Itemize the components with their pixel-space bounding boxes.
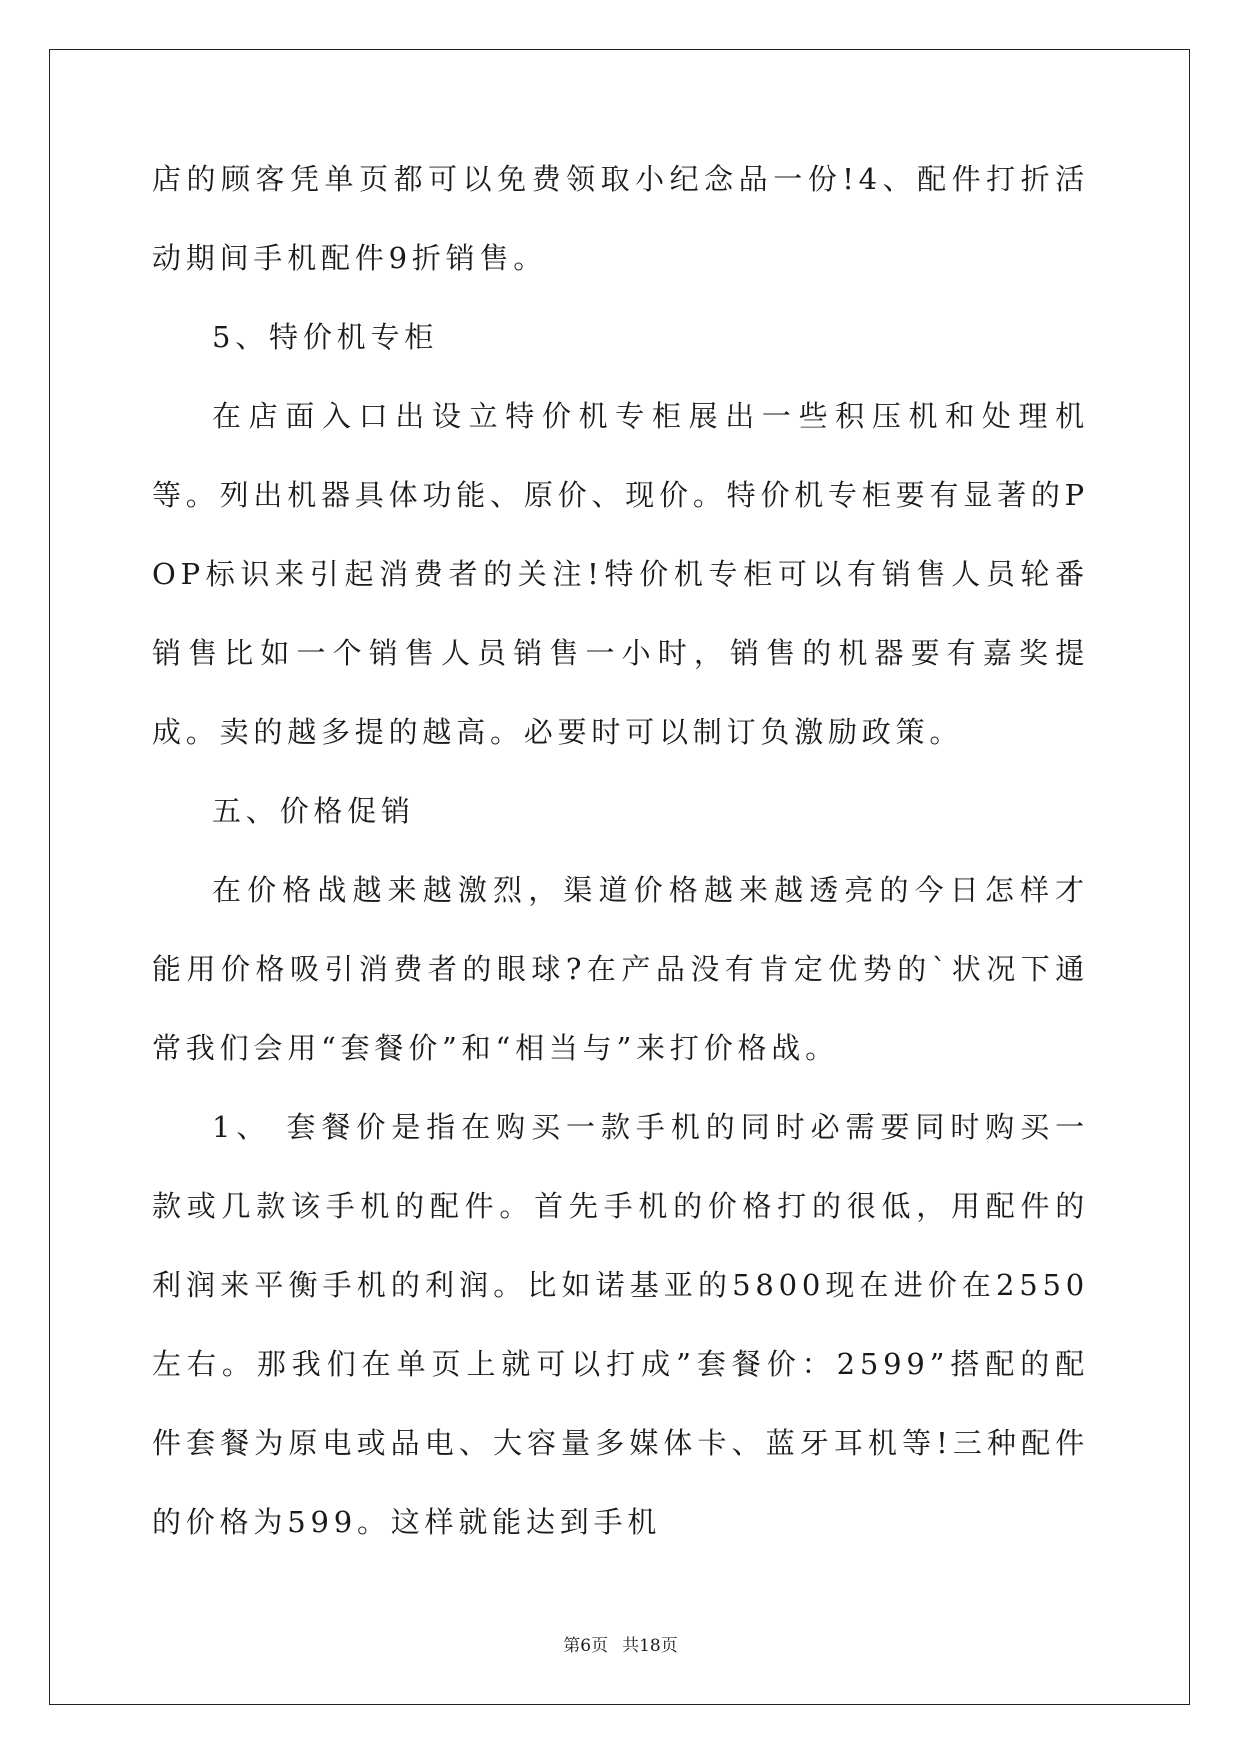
section-heading-special-price-counter: 5、特价机专柜	[212, 320, 439, 354]
paragraph-package-price: 1、 套餐价是指在购买一款手机的同时必需要同时购买一款或几款该手机的配件。首先手机的价格打的很低，用配件的利润来平衡手机的利润。比如诺基亚的5800现在进价在2550左右。那我们在单页上就可以打成”套餐价：2599”搭配的配件套餐为原电或品电、大容量多媒体卡、蓝牙耳机等!三种配件的价格为599。这样就能达到手机	[152, 1110, 1089, 1539]
paragraph-price-promotion: 在价格战越来越激烈，渠道价格越来越透亮的今日怎样才能用价格吸引消费者的眼球?在产品没有肯定优势的`状况下通常我们会用“套餐价”和“相当与”来打价格战。	[152, 873, 1089, 1065]
total-pages: 共18页	[622, 1636, 678, 1656]
document-body	[152, 140, 1089, 1562]
page-footer	[0, 1631, 1241, 1656]
paragraph-continuation: 店的顾客凭单页都可以免费领取小纪念品一份!4、配件打折活动期间手机配件9折销售。	[152, 162, 1089, 275]
page-number: 第6页	[563, 1636, 609, 1656]
paragraph-special-price-counter: 在店面入口出设立特价机专柜展出一些积压机和处理机等。列出机器具体功能、原价、现价。特价机专柜要有显著的POP标识来引起消费者的关注!特价机专柜可以有销售人员轮番销售比如一个销售人员销售一小时，销售的机器要有嘉奖提成。卖的越多提的越高。必要时可以制订负激励政策。	[152, 399, 1089, 749]
section-heading-price-promotion: 五、价格促销	[212, 794, 415, 828]
